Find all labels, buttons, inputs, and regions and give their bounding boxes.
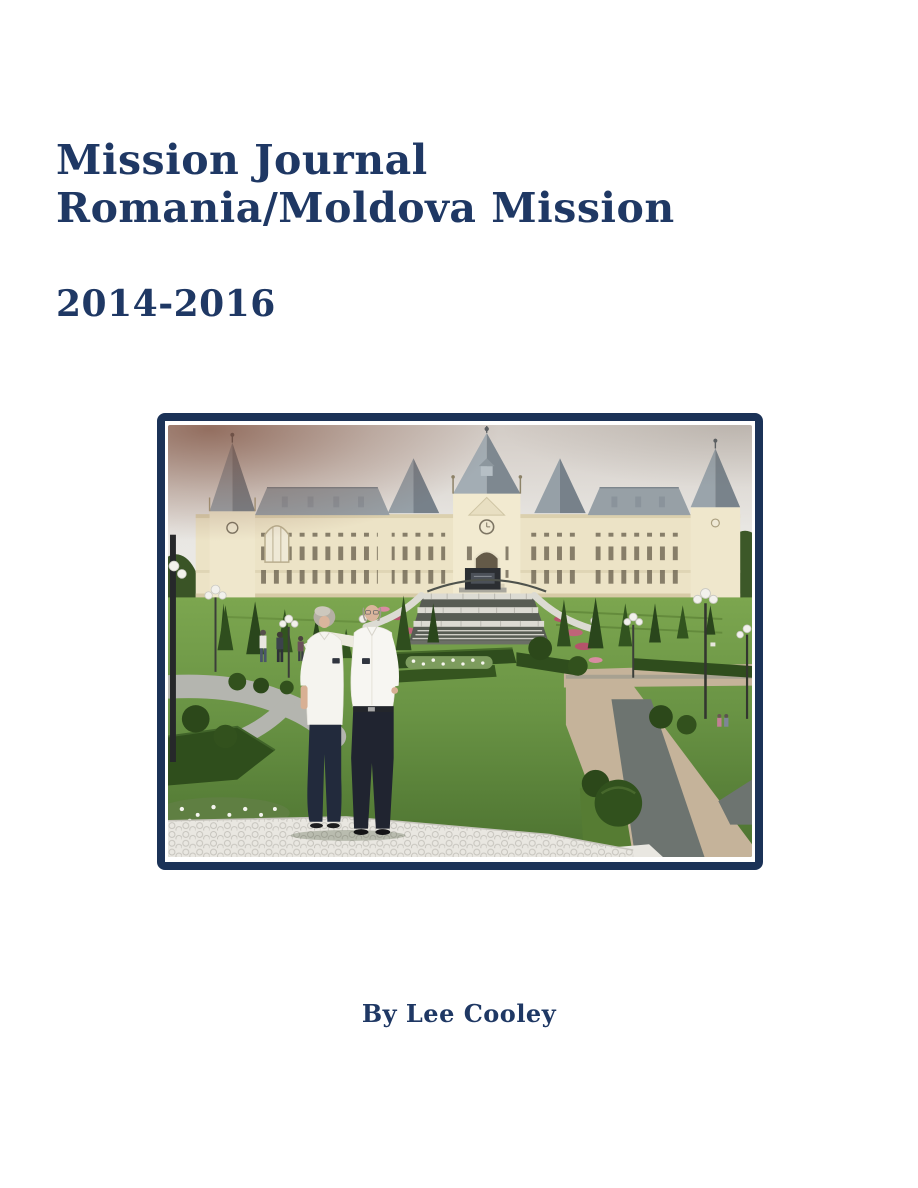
title-block: [56, 137, 876, 233]
title-line-2: Romania/Moldova Mission: [56, 183, 675, 232]
cover-photo-illustration: [168, 425, 752, 857]
title-line-1: Mission Journal: [56, 136, 428, 184]
cover-photo: [157, 413, 763, 870]
date-range: 2014-2016: [56, 283, 276, 325]
byline: By Lee Cooley: [361, 999, 557, 1028]
page-title: [56, 137, 876, 233]
white-rose-bed: [406, 656, 493, 669]
